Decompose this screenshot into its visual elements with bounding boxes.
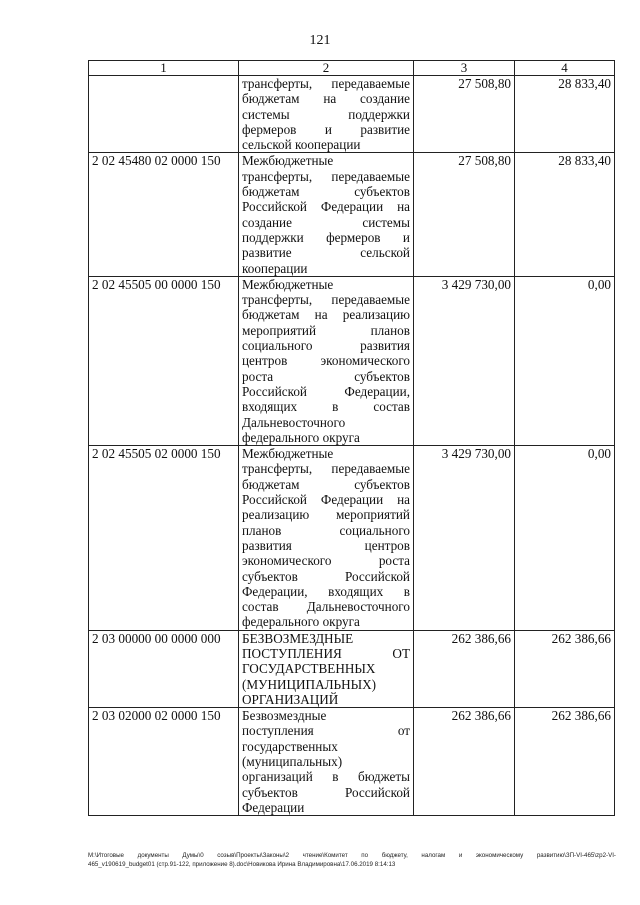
column-header-1: 1 [89,61,239,76]
footer-line-2: 465_v190619_budget01 (стр.91-122, приложение 8).doc\Новикова Ирина Владимировна\17.06.2019 8:14:13 [88,861,396,868]
revenue-name-cell [239,153,414,276]
column-header-3: 3 [414,61,515,76]
revenue-name-line: Российской Федерации, [242,383,410,399]
revenue-name-line: поддержки фермеров и [242,229,410,245]
revenue-name-line: федерального округа [242,429,360,445]
revenue-name-line: развитие сельской [242,245,410,261]
revenue-name-line: субъектов Российской [242,568,410,584]
table-header-row [89,61,615,76]
revenue-name-line: мероприятий планов [242,322,410,338]
budget-code-cell: 2 02 45505 02 0000 150 [89,446,239,631]
revenue-name-line: федерального округа [242,614,360,630]
table-row [89,76,615,153]
revenue-name-cell [239,630,414,707]
revenue-name-line: Безвозмездные [242,708,327,724]
column-header-4: 4 [515,61,615,76]
revenue-name-line: бюджетам на реализацию [242,307,410,323]
file-path-footer [88,851,616,869]
revenue-name-cell [239,708,414,816]
amount-cell-col3: 262 386,66 [414,708,515,816]
revenue-name-line: реализацию мероприятий [242,507,410,523]
revenue-name-line: Российской Федерации на [242,492,410,508]
revenue-name-line: трансферты, передаваемые [242,461,410,477]
revenue-name-line: создание системы [242,214,410,230]
budget-code-cell: 2 03 00000 00 0000 000 [89,630,239,707]
revenue-name-line: бюджетам субъектов [242,184,410,200]
revenue-name-line: трансферты, передаваемые [242,168,410,184]
revenue-name-line: трансферты, передаваемые [242,76,410,91]
revenue-name-line: Межбюджетные [242,276,334,292]
budget-code-cell: 2 02 45480 02 0000 150 [89,153,239,276]
amount-cell-col4: 28 833,40 [515,76,615,153]
revenue-name-line: Российской Федерации на [242,199,410,215]
revenue-name-line: бюджетам на создание [242,91,410,107]
revenue-name-line: социального развития [242,338,410,354]
revenue-name-line: ГОСУДАРСТВЕННЫХ [242,661,376,677]
revenue-name-line: БЕЗВОЗМЕЗДНЫЕ [242,630,354,646]
amount-cell-col4: 0,00 [515,276,615,445]
revenue-name-cell [239,76,414,153]
amount-cell-col3: 3 429 730,00 [414,276,515,445]
revenue-name-line: входящих в состав [242,399,410,415]
revenue-name-cell [239,446,414,631]
revenue-name-line: ОРГАНИЗАЦИЙ [242,691,339,707]
revenue-name-cell [239,276,414,445]
amount-cell-col3: 262 386,66 [414,630,515,707]
amount-cell-col3: 27 508,80 [414,76,515,153]
table-body [89,76,615,816]
revenue-name-line: системы поддержки [242,106,410,122]
amount-cell-col3: 3 429 730,00 [414,446,515,631]
amount-cell-col4: 262 386,66 [515,630,615,707]
budget-code-cell [89,76,239,153]
table-row [89,446,615,631]
revenue-name-line: развития центров [242,537,410,553]
revenue-name-line: фермеров и развитие [242,121,410,137]
revenue-name-line: поступления от [242,723,410,739]
revenue-name-line: ПОСТУПЛЕНИЯ ОТ [242,645,410,661]
table-row [89,276,615,445]
revenue-name-line: сельской кооперации [242,137,361,153]
revenue-name-line: (МУНИЦИПАЛЬНЫХ) [242,676,377,692]
table-row [89,708,615,816]
revenue-table [88,60,615,816]
amount-cell-col4: 28 833,40 [515,153,615,276]
revenue-name-line: экономического роста [242,553,410,569]
revenue-name-line: центров экономического [242,353,410,369]
revenue-name-line: субъектов Российской [242,784,410,800]
table-row [89,153,615,276]
revenue-name-line: кооперации [242,260,308,276]
revenue-name-line: (муниципальных) [242,754,343,770]
revenue-name-line: бюджетам субъектов [242,476,410,492]
revenue-name-line: Межбюджетные [242,153,334,169]
footer-line-1: M:\Итоговые документы Думы\0 созыв\Проекты\Законы\2 чтение\Комитет по бюджету, налогам и экономическому развитию\ЗП-VI-465\zp2-VI- [88,852,616,859]
amount-cell-col3: 27 508,80 [414,153,515,276]
amount-cell-col4: 262 386,66 [515,708,615,816]
revenue-name-line: трансферты, передаваемые [242,292,410,308]
revenue-name-line: организаций в бюджеты [242,769,410,785]
revenue-name-line: государственных [242,738,338,754]
amount-cell-col4: 0,00 [515,446,615,631]
column-header-2: 2 [239,61,414,76]
page-number: 121 [309,33,331,48]
revenue-name-line: Федерации, входящих в [242,583,410,599]
revenue-name-line: Федерации [242,799,305,815]
budget-code-cell: 2 03 02000 02 0000 150 [89,708,239,816]
revenue-name-line: Межбюджетные [242,446,334,462]
revenue-name-line: состав Дальневосточного [242,599,410,615]
budget-code-cell: 2 02 45505 00 0000 150 [89,276,239,445]
revenue-name-line: Дальневосточного [242,414,346,430]
table-row [89,630,615,707]
revenue-name-line: планов социального [242,522,410,538]
revenue-name-line: роста субъектов [242,368,410,384]
